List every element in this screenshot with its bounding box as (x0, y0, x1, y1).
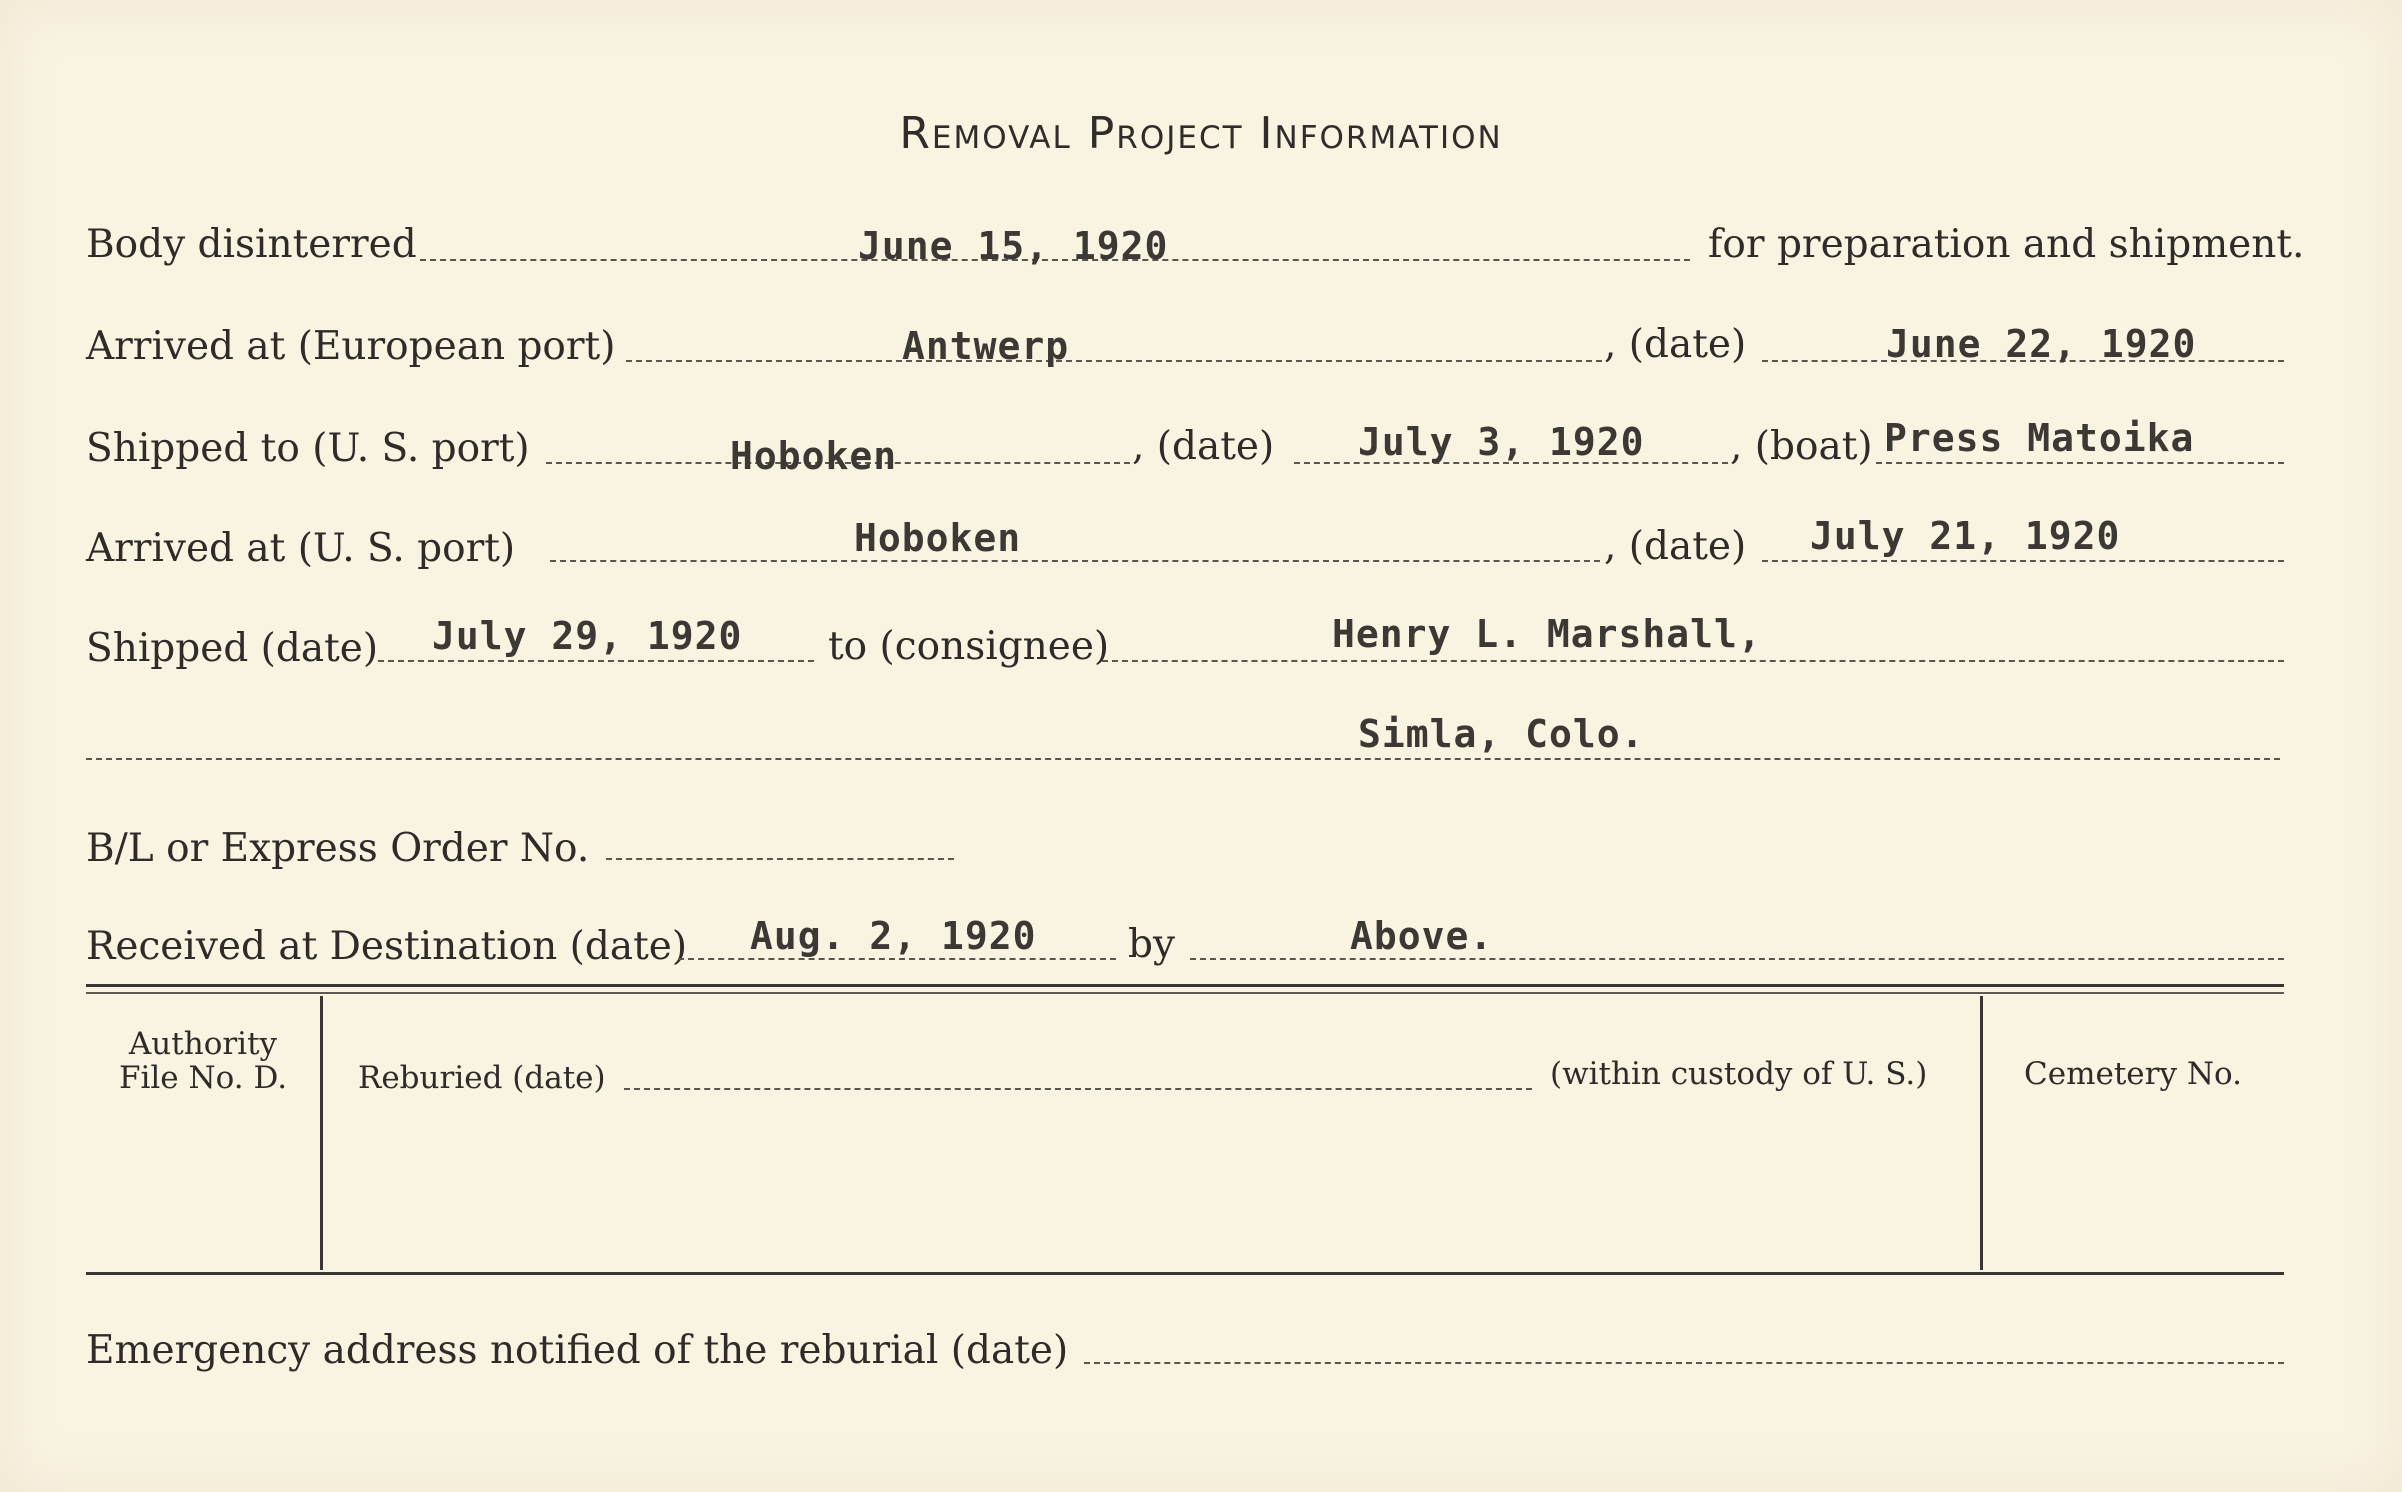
body-disinterred-label: Body disinterred (86, 222, 417, 267)
table-top-rule (86, 984, 2284, 987)
table-divider-right (1980, 996, 1983, 1270)
shipped-date-line-2 (378, 660, 814, 662)
consignee-line (1102, 660, 2284, 662)
european-port-date-label: , (date) (1604, 322, 1747, 367)
consignee-address: Simla, Colo. (1358, 712, 1645, 756)
received-label: Received at Destination (date) (86, 924, 688, 969)
boat-line (1876, 462, 2284, 464)
shipped-port-value: Hoboken (730, 434, 898, 478)
shipped-date: July 29, 1920 (432, 614, 743, 658)
consignee-address-line (86, 758, 2280, 760)
us-port-date-line (1762, 560, 2284, 562)
body-disinterred-suffix: for preparation and shipment. (1708, 222, 2305, 267)
received-date: Aug. 2, 1920 (750, 914, 1037, 958)
consignee-label: to (consignee) (828, 624, 1110, 669)
us-port-line (550, 560, 1600, 562)
shipped-date-label: , (date) (1132, 424, 1275, 469)
card-title: Removal Project Information (899, 108, 1503, 159)
received-date-line (678, 958, 1116, 960)
received-by: Above. (1350, 914, 1494, 958)
consignee-name: Henry L. Marshall, (1332, 612, 1762, 656)
body-disinterred-value: June 15, 1920 (858, 224, 1169, 268)
custody-label: (within custody of U. S.) (1550, 1056, 1928, 1092)
us-port-date-label: , (date) (1604, 524, 1747, 569)
emergency-line (1084, 1362, 2284, 1364)
boat-label: , (boat) (1730, 424, 1873, 469)
reburied-line (624, 1088, 1532, 1090)
authority-label-line1: Authority (128, 1026, 278, 1062)
european-port-date: June 22, 1920 (1886, 322, 2197, 366)
reburied-label: Reburied (date) (358, 1060, 606, 1096)
shipped-to-us-port-label: Shipped to (U. S. port) (86, 426, 530, 471)
arrived-us-port-label: Arrived at (U. S. port) (86, 526, 516, 571)
european-port-value: Antwerp (902, 324, 1070, 368)
boat-value: Press Matoika (1884, 416, 2195, 460)
shipped-label: Shipped (date) (86, 626, 379, 671)
received-by-label: by (1128, 922, 1175, 967)
us-port-value: Hoboken (854, 516, 1022, 560)
table-divider-left (320, 996, 323, 1270)
table-bottom-rule (86, 1272, 2284, 1275)
emergency-label: Emergency address notified of the reburial (date) (86, 1328, 1069, 1373)
arrived-european-port-label: Arrived at (European port) (86, 324, 616, 369)
cemetery-label: Cemetery No. (2024, 1056, 2242, 1092)
shipped-date-value: July 3, 1920 (1358, 420, 1645, 464)
bl-order-label: B/L or Express Order No. (86, 826, 590, 871)
table-top-rule-2 (86, 992, 2284, 994)
received-by-line (1190, 958, 2284, 960)
bl-order-line (606, 858, 954, 860)
european-port-line (626, 360, 1602, 362)
authority-label-line2: File No. D. (118, 1060, 288, 1096)
us-port-date-value: July 21, 1920 (1810, 514, 2121, 558)
